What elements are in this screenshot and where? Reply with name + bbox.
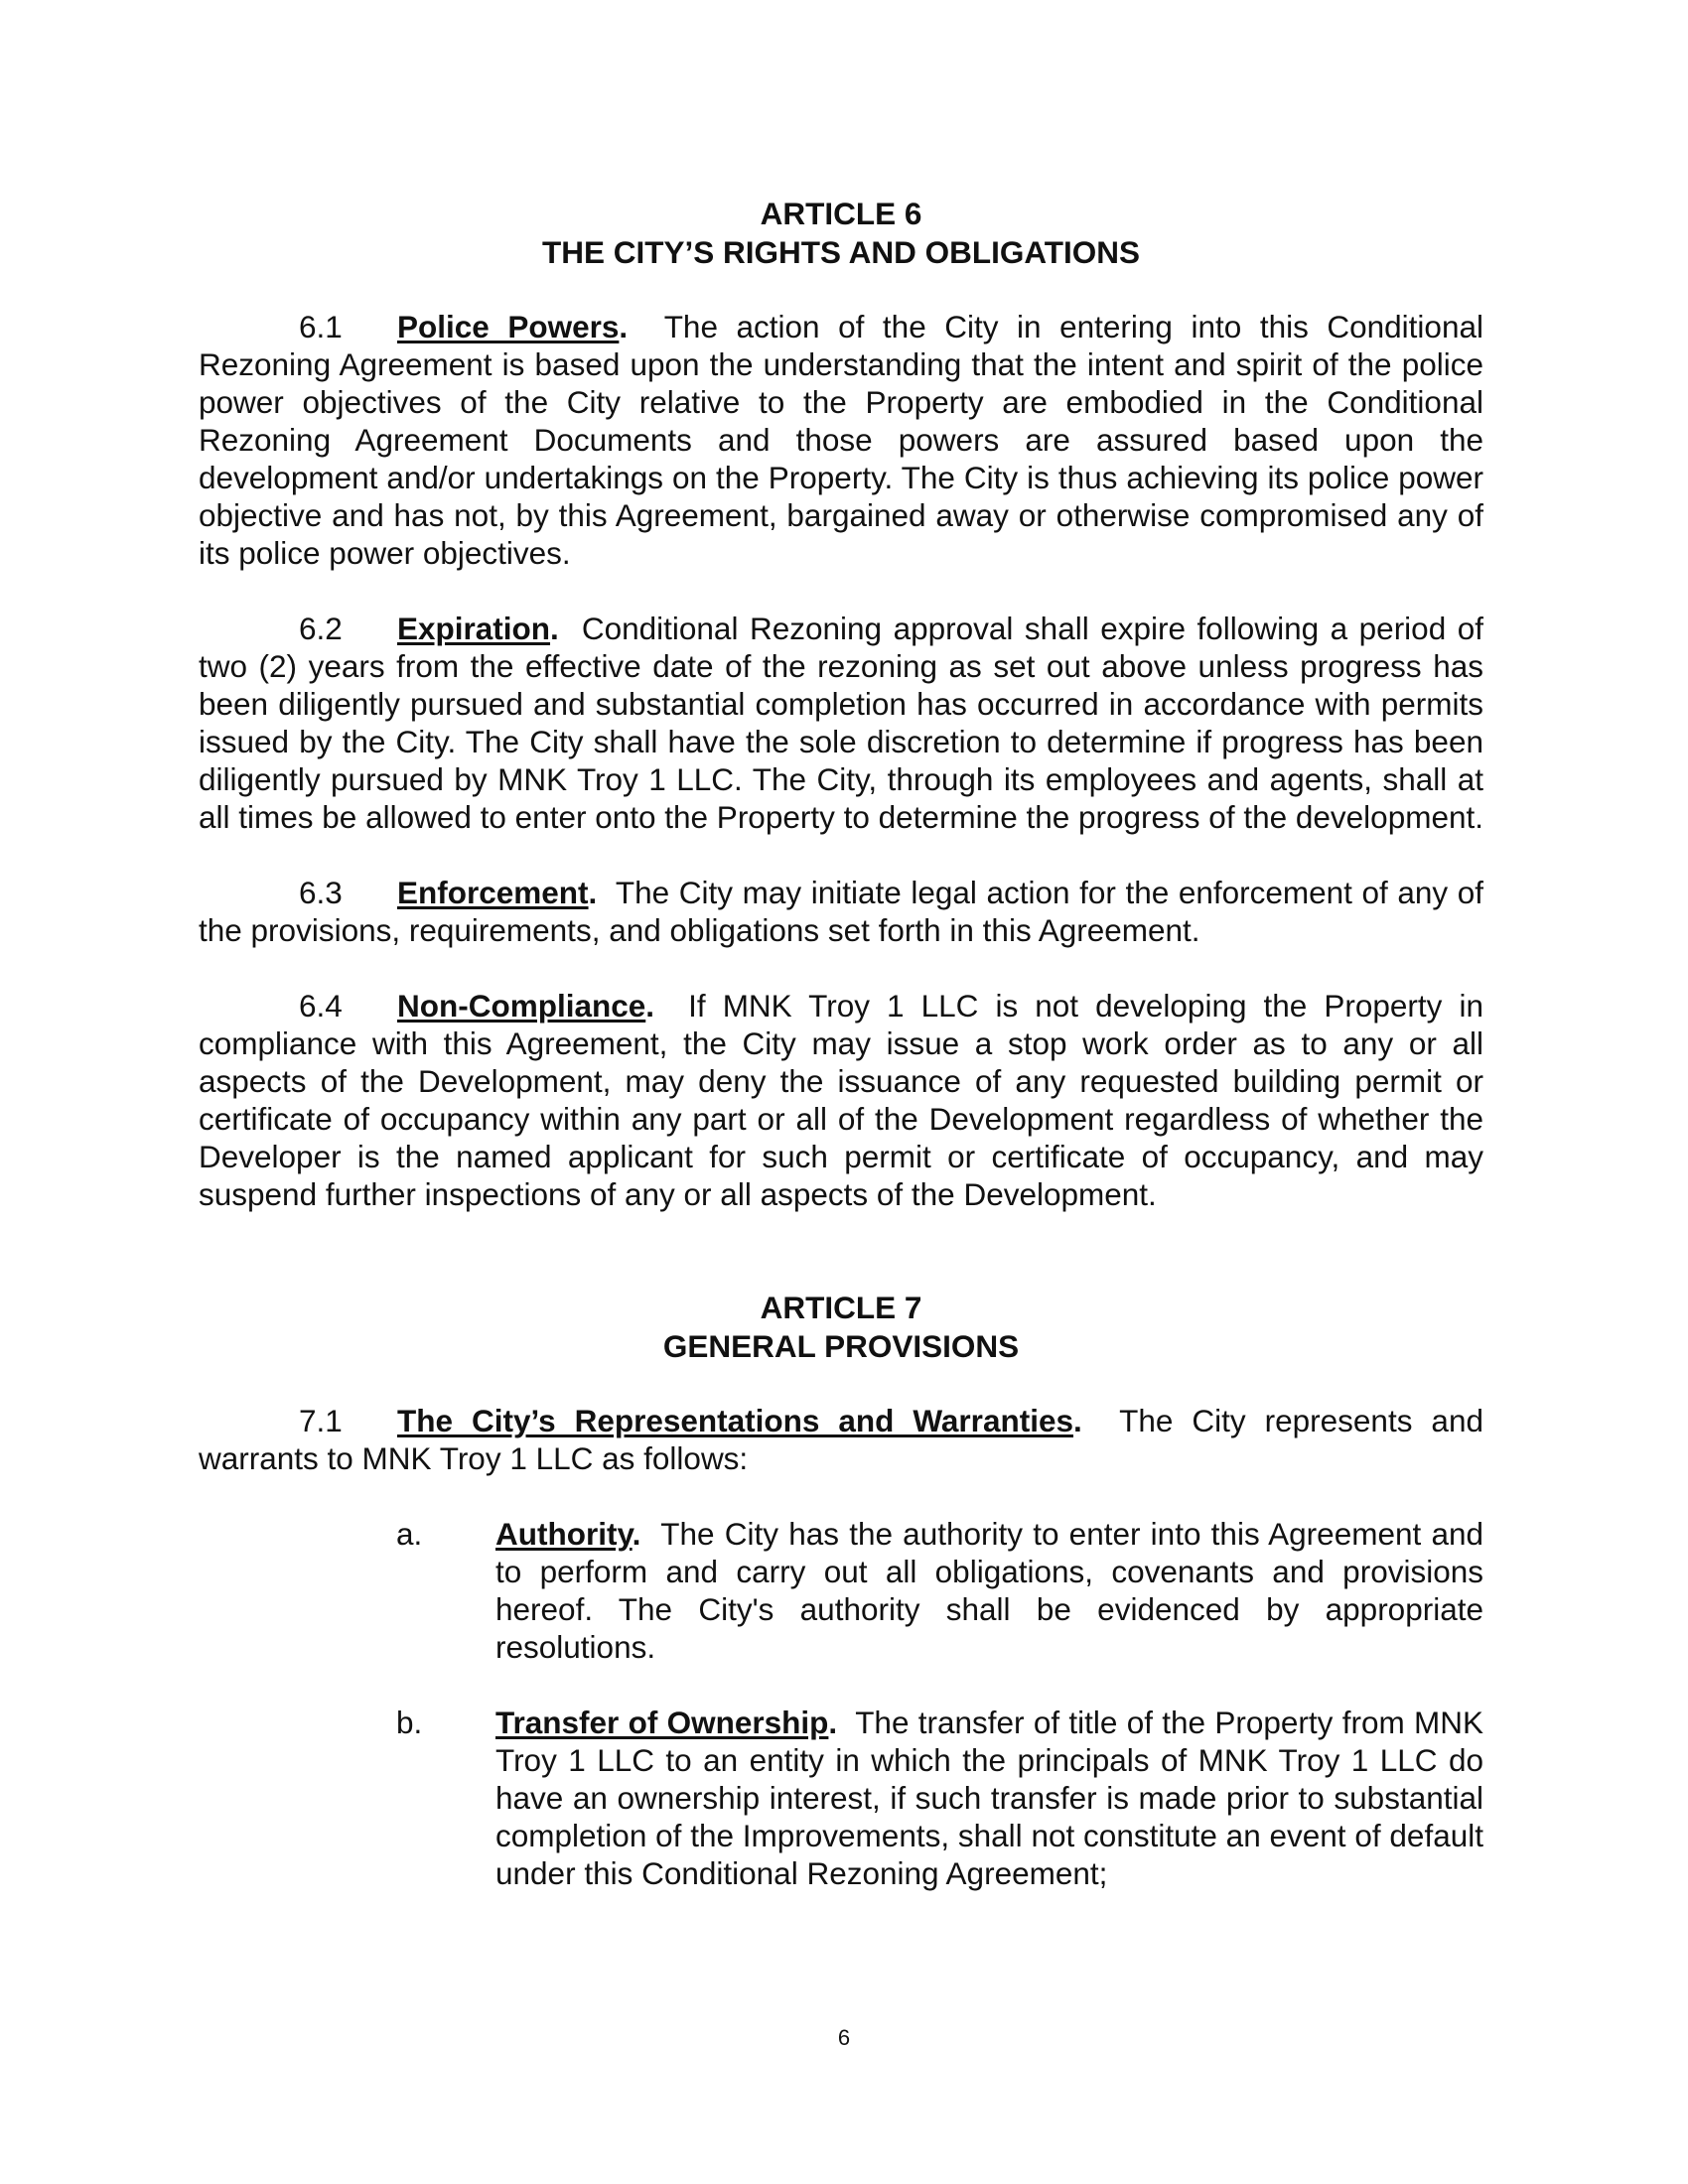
article-7-heading [199, 1289, 1483, 1366]
subsection-letter: a. [396, 1516, 423, 1552]
section-number: 6.3 [299, 875, 343, 910]
section-number: 6.2 [299, 611, 343, 646]
subsection-text: The transfer of title of the Property from MNK Troy 1 LLC to an entity in which the principals of MNK Troy 1 LLC do have an ownership interest, if such transfer is made prior to substantial completion of the Improvements, shall not constitute an event of default under this Conditional Rezoning Agreement; [495, 1705, 1483, 1891]
article-6-number: ARTICLE 6 [760, 196, 922, 231]
section-6-1: 6.1 Police Powers. The action of the City in entering into this Conditional Rezoning Agreement is based upon the understanding that the intent and spirit of the police power objectives of the City relative to the Property are embodied in the Conditional Rezoning Agreement Documents and those powers are assured based upon the development and/or undertakings on the Property. The City is thus achieving its police power objective and has not, by this Agreement, bargained away or otherwise compromised any of its police power objectives. [199, 309, 1483, 571]
section-6-4: 6.4 Non-Compliance. If MNK Troy 1 LLC is not developing the Property in compliance with this Agreement, the City may issue a stop work order as to any or all aspects of the Development, may deny the issuance of any requested building permit or certificate of occupancy within any part or all of the Development regardless of whether the Developer is the named applicant for such permit or certificate of occupancy, and may suspend further inspections of any or all aspects of the Development. [199, 988, 1483, 1212]
subsection-text: The City has the authority to enter into this Agreement and to perform and carry out all obligations, covenants and provisions hereof. The City's authority shall be evidenced by appropriate resolutions. [495, 1516, 1484, 1665]
article-6-heading [199, 195, 1483, 272]
section-6-2: 6.2 Expiration. Conditional Rezoning approval shall expire following a period of two (2) years from the effective date of the rezoning as set out above unless progress has been diligently pursued and substantial completion has occurred in accordance with permits issued by the City. The City shall have the sole discretion to determine if progress has been diligently pursued by MNK Troy 1 LLC. The City, through its employees and agents, shall at all times be allowed to enter onto the Property to determine the progress of the development. [199, 611, 1484, 835]
subsection-b: b. Transfer of Ownership. The transfer of title of the Property from MNK Troy 1 LLC to an entity in which the principals of MNK Troy 1 LLC do have an ownership interest, if such transfer is made prior to substantial completion of the Improvements, shall not constitute an event of default under this Conditional Rezoning Agreement; [396, 1705, 1483, 1891]
article-7-number: ARTICLE 7 [760, 1290, 922, 1325]
section-text: The City represents and warrants to MNK Troy 1 LLC as follows: [199, 1403, 1483, 1476]
section-title: The City’s Representations and Warranties [397, 1403, 1073, 1438]
section-text: The City may initiate legal action for the enforcement of any of the provisions, requirements, and obligations set forth in this Agreement. [199, 875, 1484, 948]
section-number: 6.1 [299, 309, 343, 344]
page-number: 6 [837, 2025, 851, 2050]
section-number: 6.4 [299, 988, 343, 1024]
section-text: If MNK Troy 1 LLC is not developing the Property in compliance with this Agreement, the City may issue a stop work order as to any or all aspects of the Development, may deny the issuance of any requested building permit or certificate of occupancy within any part or all of the Development regardless of whether the Developer is the named applicant for such permit or certificate of occupancy, and may suspend further inspections of any or all aspects of the Development. [199, 988, 1483, 1212]
section-text: Conditional Rezoning approval shall expire following a period of two (2) years from the effective date of the rezoning as set out above unless progress has been diligently pursued and substantial completion has occurred in accordance with permits issued by the City. The City shall have the sole discretion to determine if progress has been diligently pursued by MNK Troy 1 LLC. The City, through its employees and agents, shall at all times be allowed to enter onto the Property to determine the progress of the development. [199, 611, 1484, 835]
section-number: 7.1 [299, 1403, 343, 1438]
section-title: Expiration [397, 611, 551, 646]
subsection-title: Transfer of Ownership [495, 1705, 829, 1740]
section-6-3: 6.3 Enforcement. The City may initiate legal action for the enforcement of any of the provisions, requirements, and obligations set forth in this Agreement. [199, 875, 1484, 948]
subsection-a: a. Authority. The City has the authority to enter into this Agreement and to perform and carry out all obligations, covenants and provisions hereof. The City's authority shall be evidenced by appropriate resolutions. [396, 1516, 1484, 1665]
section-title: Enforcement [397, 875, 589, 910]
article-6-title: THE CITY’S RIGHTS AND OBLIGATIONS [541, 234, 1140, 270]
subsection-title: Authority [495, 1516, 633, 1552]
subsection-letter: b. [396, 1705, 423, 1740]
section-title: Police Powers [397, 309, 620, 344]
document-page [199, 195, 1483, 1930]
section-text: The action of the City in entering into this Conditional Rezoning Agreement is based upon the understanding that the intent and spirit of the police power objectives of the City relative to the Property are embodied in the Conditional Rezoning Agreement Documents and those powers are assured based upon the development and/or undertakings on the Property. The City is thus achieving its police power objective and has not, by this Agreement, bargained away or otherwise compromised any of its police power objectives. [199, 309, 1483, 571]
article-7-title: GENERAL PROVISIONS [662, 1328, 1020, 1364]
section-title: Non-Compliance [397, 988, 646, 1024]
section-7-1: 7.1 The City’s Representations and Warranties. The City represents and warrants to MNK Troy 1 LLC as follows: [199, 1403, 1483, 1476]
